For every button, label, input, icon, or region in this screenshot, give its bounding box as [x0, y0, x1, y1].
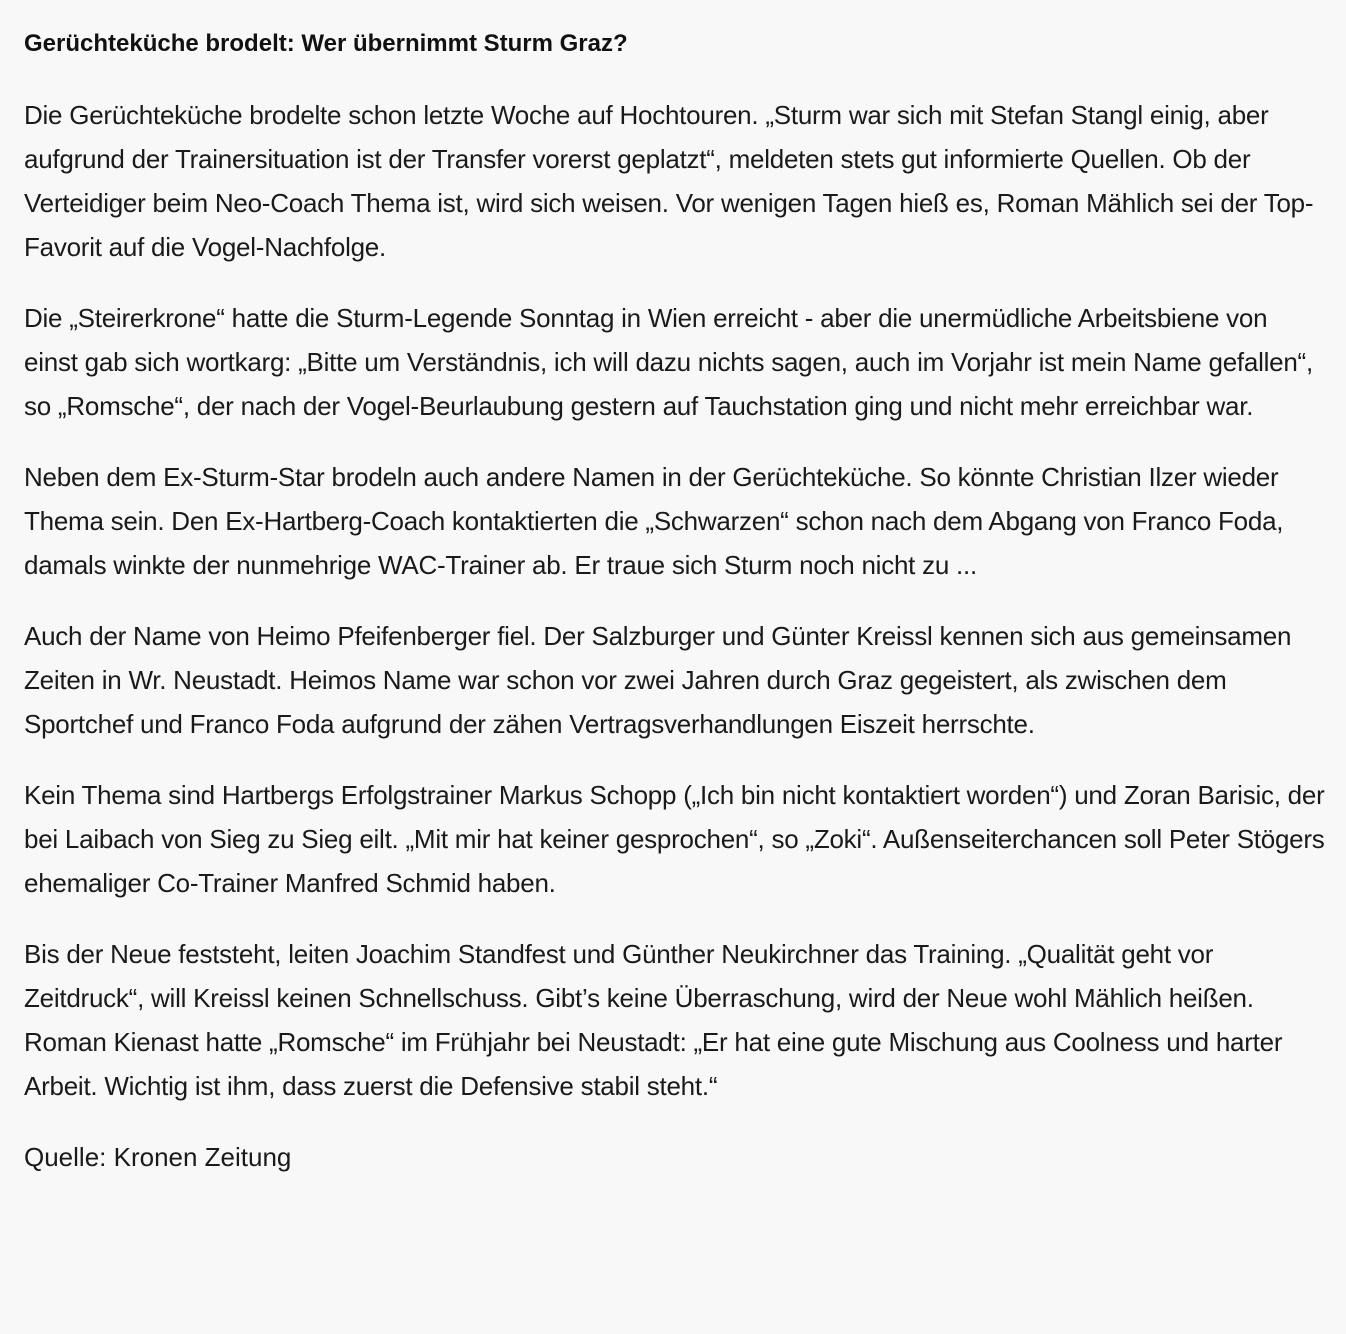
article-source: Quelle: Kronen Zeitung [24, 1142, 292, 1172]
article-paragraph: Auch der Name von Heimo Pfeifenberger fiel. Der Salzburger und Günter Kreissl kennen sich aus gemeinsamen Zeiten in Wr. Neustadt. Heimos Name war schon vor zwei Jahren durch Graz gegeistert, als zwischen dem Sportchef und Franco Foda aufgrund der zähen Vertragsverhandlungen Eiszeit herrschte. [24, 621, 1292, 739]
article-paragraph: Bis der Neue feststeht, leiten Joachim Standfest und Günther Neukirchner das Training. „Qualität geht vor Zeitdruck“, will Kreissl keinen Schnellschuss. Gibt’s keine Überraschung, wird der Neue wohl Mählich heißen. Roman Kienast hatte „Romsche“ im Frühjahr bei Neustadt: „Er hat eine gute Mischung aus Coolness und harter Arbeit. Wichtig ist ihm, dass zuerst die Defensive stabil steht.“ [24, 939, 1283, 1101]
article-headline: Gerüchteküche brodelt: Wer übernimmt Sturm Graz? [24, 30, 628, 57]
article-paragraph: Die „Steirerkrone“ hatte die Sturm-Legende Sonntag in Wien erreicht - aber die unermüdliche Arbeitsbiene von einst gab sich wortkarg: „Bitte um Verständnis, ich will dazu nichts sagen, auch im Vorjahr ist mein Name gefallen“, so „Romsche“, der nach der Vogel-Beurlaubung gestern auf Tauchstation ging und nicht mehr erreichbar war. [24, 303, 1313, 421]
article-paragraph: Die Gerüchteküche brodelte schon letzte Woche auf Hochtouren. „Sturm war sich mit Stefan Stangl einig, aber aufgrund der Trainersituation ist der Transfer vorerst geplatzt“, meldeten stets gut informierte Quellen. Ob der Verteidiger beim Neo-Coach Thema ist, wird sich weisen. Vor wenigen Tagen hieß es, Roman Mählich sei der Top-Favorit auf die Vogel-Nachfolge. [24, 100, 1314, 262]
article-paragraph: Neben dem Ex-Sturm-Star brodeln auch andere Namen in der Gerüchteküche. So könnte Christian Ilzer wieder Thema sein. Den Ex-Hartberg-Coach kontaktierten die „Schwarzen“ schon nach dem Abgang von Franco Foda, damals winkte der nunmehrige WAC-Trainer ab. Er traue sich Sturm noch nicht zu ... [24, 462, 1284, 580]
article-paragraph: Kein Thema sind Hartbergs Erfolgstrainer Markus Schopp („Ich bin nicht kontaktiert worden“) und Zoran Barisic, der bei Laibach von Sieg zu Sieg eilt. „Mit mir hat keiner gesprochen“, so „Zoki“. Außenseiterchancen soll Peter Stögers ehemaliger Co-Trainer Manfred Schmid haben. [24, 780, 1325, 898]
